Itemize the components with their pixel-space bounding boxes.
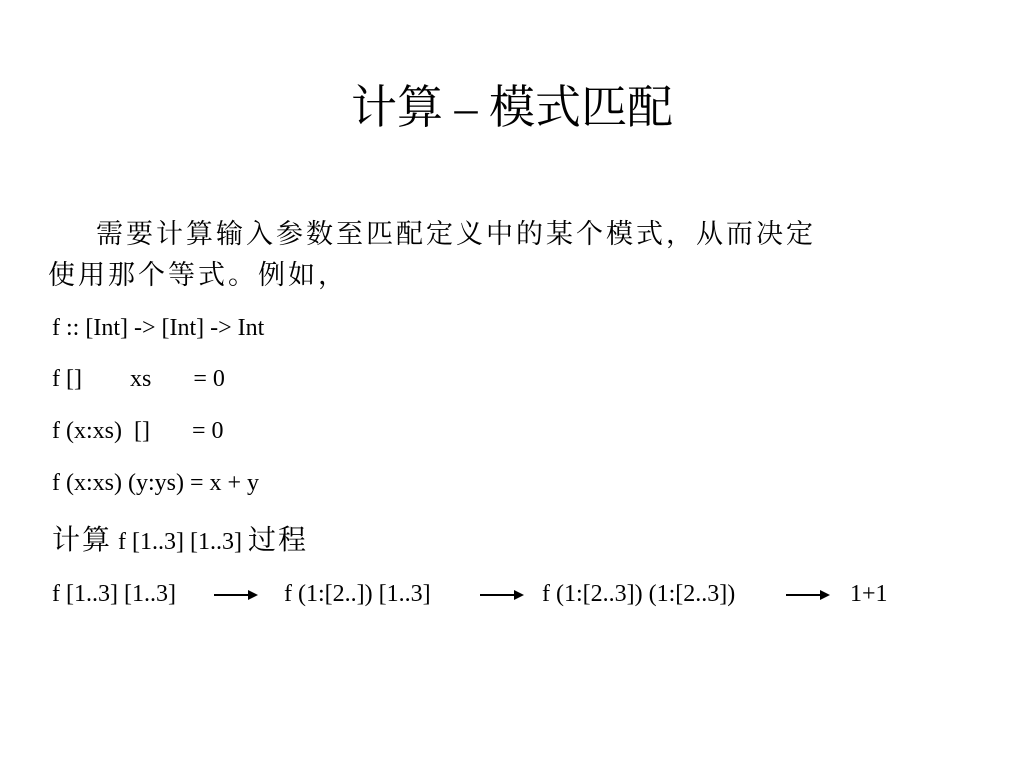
evaluation-heading-prefix: 计算 (52, 523, 113, 556)
slide-title: 计算 – 模式匹配 (351, 82, 673, 133)
evaluation-heading-suffix: 过程 (247, 523, 308, 556)
equation-3: f (x:xs) (y:ys) = x + y (52, 470, 260, 496)
intro-line-2: 使用那个等式。例如， (48, 260, 348, 291)
intro-paragraph (48, 214, 928, 296)
evaluation-heading (52, 520, 308, 562)
evaluation-steps (0, 579, 1024, 611)
intro-line-1: 需要计算输入参数至匹配定义中的某个模式，从而决定 (96, 219, 816, 250)
evaluation-step-3: f (1:[2..3]) (1:[2..3]) (542, 581, 736, 607)
evaluation-step-4: 1+1 (850, 581, 888, 607)
equation-1: f [] xs = 0 (52, 366, 225, 392)
evaluation-heading-expr: f [1..3] [1..3] (112, 529, 248, 555)
evaluation-step-1: f [1..3] [1..3] (52, 581, 176, 607)
right-arrow-icon (784, 585, 832, 605)
right-arrow-icon (478, 585, 526, 605)
right-arrow-icon (212, 585, 260, 605)
evaluation-step-2: f (1:[2..]) [1..3] (284, 581, 431, 607)
type-signature: f :: [Int] -> [Int] -> Int (52, 315, 265, 341)
equation-2: f (x:xs) [] = 0 (52, 418, 224, 444)
